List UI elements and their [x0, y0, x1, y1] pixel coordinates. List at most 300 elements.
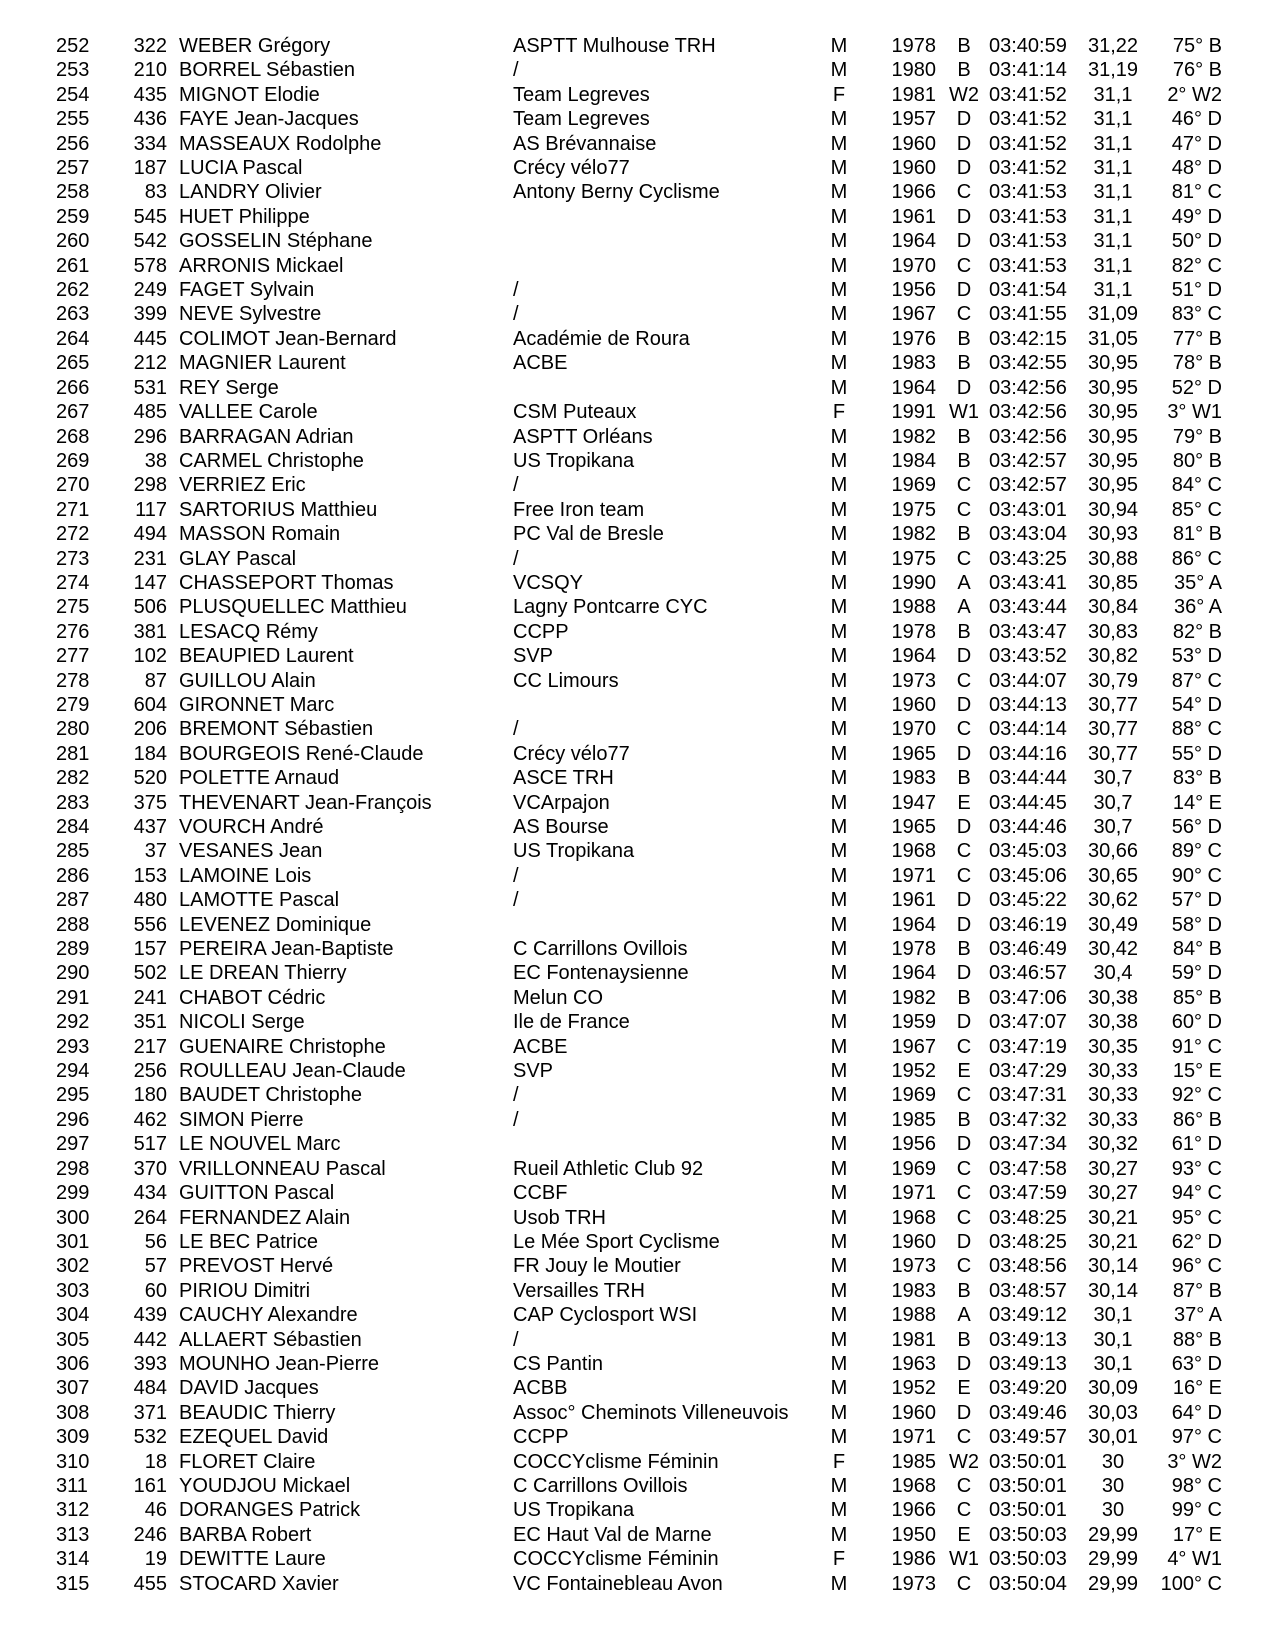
rank-cell: 265: [56, 352, 90, 375]
bib-cell: 494: [133, 523, 167, 546]
name-cell: LAMOTTE Pascal: [179, 889, 340, 912]
club-cell: CSM Puteaux: [513, 401, 637, 424]
year-cell: 1968: [891, 840, 936, 863]
bib-cell: 184: [133, 742, 167, 765]
bib-cell: 187: [133, 157, 167, 180]
bib-cell: 180: [133, 1084, 167, 1107]
name-cell: BARBA Robert: [179, 1523, 312, 1546]
time-cell: 03:50:04: [989, 1572, 1067, 1595]
club-cell: COCCYclisme Féminin: [513, 1450, 719, 1473]
sex-cell: M: [830, 1182, 848, 1205]
time-cell: 03:43:01: [989, 498, 1067, 521]
year-cell: 1986: [891, 1548, 936, 1571]
time-cell: 03:42:57: [989, 449, 1067, 472]
category-cell: C: [956, 181, 972, 204]
category-rank-cell: 54° D: [1171, 693, 1222, 716]
sex-cell: M: [830, 1304, 848, 1327]
category-rank-cell: 90° C: [1171, 864, 1222, 887]
year-cell: 1960: [891, 693, 936, 716]
sex-cell: M: [830, 327, 848, 350]
sex-cell: M: [830, 767, 848, 790]
speed-cell: 30,84: [1087, 596, 1139, 619]
category-rank-cell: 78° B: [1172, 352, 1222, 375]
speed-cell: 30,85: [1087, 571, 1139, 594]
club-cell: CC Limours: [513, 669, 619, 692]
bib-cell: 153: [133, 864, 167, 887]
sex-cell: M: [830, 279, 848, 302]
bib-cell: 578: [133, 254, 167, 277]
category-cell: D: [956, 962, 972, 985]
table-row: [52, 254, 1232, 278]
club-cell: Crécy vélo77: [513, 742, 630, 765]
name-cell: PIRIOU Dimitri: [179, 1279, 311, 1302]
sex-cell: M: [830, 718, 848, 741]
time-cell: 03:44:14: [989, 718, 1067, 741]
time-cell: 03:43:47: [989, 620, 1067, 643]
time-cell: 03:45:03: [989, 840, 1067, 863]
time-cell: 03:41:53: [989, 205, 1067, 228]
year-cell: 1961: [891, 205, 936, 228]
bib-cell: 161: [133, 1474, 167, 1497]
club-cell: /: [513, 889, 519, 912]
club-cell: Ile de France: [513, 1011, 630, 1034]
bib-cell: 46: [144, 1499, 167, 1522]
club-cell: Le Mée Sport Cyclisme: [513, 1230, 720, 1253]
category-rank-cell: 92° C: [1171, 1084, 1222, 1107]
time-cell: 03:43:44: [989, 596, 1067, 619]
sex-cell: M: [830, 108, 848, 131]
rank-cell: 314: [56, 1548, 90, 1571]
table-row: [52, 376, 1232, 400]
speed-cell: 30,7: [1093, 767, 1133, 790]
year-cell: 1964: [891, 962, 936, 985]
rank-cell: 308: [56, 1401, 90, 1424]
year-cell: 1975: [891, 498, 936, 521]
category-cell: D: [956, 1352, 972, 1375]
sex-cell: M: [830, 425, 848, 448]
rank-cell: 256: [56, 132, 90, 155]
bib-cell: 38: [144, 449, 167, 472]
category-cell: B: [957, 1108, 971, 1131]
bib-cell: 212: [133, 352, 167, 375]
club-cell: ASCE TRH: [513, 767, 614, 790]
rank-cell: 289: [56, 938, 90, 961]
category-rank-cell: 100° C: [1160, 1572, 1222, 1595]
rank-cell: 291: [56, 986, 90, 1009]
sex-cell: M: [830, 1401, 848, 1424]
name-cell: MASSON Romain: [179, 523, 341, 546]
rank-cell: 297: [56, 1133, 90, 1156]
club-cell: ACBE: [513, 352, 568, 375]
bib-cell: 334: [133, 132, 167, 155]
category-cell: D: [956, 1011, 972, 1034]
time-cell: 03:44:46: [989, 816, 1067, 838]
club-cell: ACBE: [513, 1035, 568, 1058]
rank-cell: 257: [56, 157, 90, 180]
speed-cell: 30,01: [1087, 1426, 1139, 1449]
speed-cell: 30,82: [1087, 645, 1139, 668]
bib-cell: 217: [133, 1035, 167, 1058]
year-cell: 1969: [891, 474, 936, 497]
club-cell: Crécy vélo77: [513, 157, 630, 180]
bib-cell: 480: [133, 889, 167, 912]
category-rank-cell: 79° B: [1172, 425, 1222, 448]
sex-cell: M: [830, 1328, 848, 1351]
rank-cell: 274: [56, 571, 90, 594]
category-rank-cell: 15° E: [1172, 1060, 1222, 1083]
rank-cell: 252: [56, 35, 90, 57]
category-cell: D: [956, 693, 972, 716]
rank-cell: 310: [56, 1450, 90, 1473]
club-cell: EC Haut Val de Marne: [513, 1523, 712, 1546]
category-rank-cell: 57° D: [1171, 889, 1222, 912]
time-cell: 03:42:56: [989, 425, 1067, 448]
bib-cell: 439: [133, 1304, 167, 1327]
name-cell: GOSSELIN Stéphane: [179, 230, 373, 253]
year-cell: 1956: [891, 279, 936, 302]
year-cell: 1980: [891, 59, 936, 82]
time-cell: 03:47:19: [989, 1035, 1067, 1058]
year-cell: 1971: [891, 864, 936, 887]
bib-cell: 157: [133, 938, 167, 961]
club-cell: FR Jouy le Moutier: [513, 1255, 681, 1278]
bib-cell: 37: [144, 840, 167, 863]
speed-cell: 30,79: [1087, 669, 1139, 692]
name-cell: PEREIRA Jean-Baptiste: [179, 938, 394, 961]
club-cell: /: [513, 59, 519, 82]
name-cell: THEVENART Jean-François: [179, 791, 432, 814]
year-cell: 1969: [891, 1084, 936, 1107]
club-cell: US Tropikana: [513, 449, 635, 472]
table-row: [52, 498, 1232, 522]
category-rank-cell: 93° C: [1171, 1157, 1222, 1180]
category-rank-cell: 84° C: [1171, 474, 1222, 497]
time-cell: 03:45:22: [989, 889, 1067, 912]
sex-cell: M: [830, 523, 848, 546]
category-rank-cell: 63° D: [1171, 1352, 1222, 1375]
time-cell: 03:48:25: [989, 1230, 1067, 1253]
sex-cell: M: [830, 938, 848, 961]
rank-cell: 307: [56, 1377, 90, 1400]
year-cell: 1960: [891, 132, 936, 155]
sex-cell: M: [830, 474, 848, 497]
category-cell: E: [957, 1523, 971, 1546]
category-rank-cell: 52° D: [1171, 376, 1222, 399]
bib-cell: 435: [133, 83, 167, 106]
table-row: [52, 669, 1232, 693]
table-row: [52, 229, 1232, 253]
category-cell: B: [957, 425, 971, 448]
category-cell: W2: [949, 1450, 979, 1473]
club-cell: /: [513, 474, 519, 497]
rank-cell: 269: [56, 449, 90, 472]
category-rank-cell: 84° B: [1172, 938, 1222, 961]
category-rank-cell: 88° B: [1172, 1328, 1222, 1351]
category-rank-cell: 85° C: [1171, 498, 1222, 521]
rank-cell: 303: [56, 1279, 90, 1302]
category-cell: W1: [949, 401, 979, 424]
club-cell: CCBF: [513, 1182, 568, 1205]
time-cell: 03:44:07: [989, 669, 1067, 692]
table-row: [52, 327, 1232, 351]
club-cell: /: [513, 547, 519, 570]
bib-cell: 434: [133, 1182, 167, 1205]
year-cell: 1960: [891, 157, 936, 180]
time-cell: 03:46:19: [989, 913, 1067, 936]
category-cell: C: [956, 1182, 972, 1205]
table-row: [52, 1450, 1232, 1474]
rank-cell: 261: [56, 254, 90, 277]
category-rank-cell: 83° C: [1171, 303, 1222, 326]
name-cell: BAUDET Christophe: [179, 1084, 363, 1107]
year-cell: 1964: [891, 913, 936, 936]
year-cell: 1978: [891, 35, 936, 57]
bib-cell: 455: [133, 1572, 167, 1595]
table-row: [52, 961, 1232, 985]
category-cell: E: [957, 1377, 971, 1400]
bib-cell: 531: [133, 376, 167, 399]
sex-cell: F: [832, 83, 846, 106]
club-cell: CCPP: [513, 620, 569, 643]
name-cell: YOUDJOU Mickael: [179, 1474, 351, 1497]
name-cell: STOCARD Xavier: [179, 1572, 339, 1595]
category-rank-cell: 76° B: [1172, 59, 1222, 82]
sex-cell: F: [832, 401, 846, 424]
sex-cell: M: [830, 1255, 848, 1278]
table-row: [52, 1352, 1232, 1376]
table-row: [52, 1376, 1232, 1400]
name-cell: MAGNIER Laurent: [179, 352, 346, 375]
bib-cell: 57: [144, 1255, 167, 1278]
sex-cell: M: [830, 449, 848, 472]
bib-cell: 246: [133, 1523, 167, 1546]
speed-cell: 30,14: [1087, 1255, 1139, 1278]
time-cell: 03:41:53: [989, 230, 1067, 253]
category-cell: C: [956, 864, 972, 887]
speed-cell: 30: [1101, 1450, 1125, 1473]
category-cell: C: [956, 669, 972, 692]
sex-cell: M: [830, 840, 848, 863]
rank-cell: 311: [56, 1474, 88, 1497]
sex-cell: M: [830, 816, 848, 838]
bib-cell: 231: [133, 547, 167, 570]
rank-cell: 304: [56, 1304, 90, 1327]
category-rank-cell: 75° B: [1172, 35, 1222, 57]
name-cell: LANDRY Olivier: [179, 181, 322, 204]
category-cell: C: [956, 498, 972, 521]
time-cell: 03:41:52: [989, 108, 1067, 131]
category-rank-cell: 56° D: [1171, 816, 1222, 838]
sex-cell: M: [830, 620, 848, 643]
name-cell: ROULLEAU Jean-Claude: [179, 1060, 406, 1083]
rank-cell: 295: [56, 1084, 90, 1107]
year-cell: 1960: [891, 1401, 936, 1424]
table-row: [52, 1035, 1232, 1059]
sex-cell: F: [832, 1548, 846, 1571]
name-cell: FERNANDEZ Alain: [179, 1206, 351, 1229]
club-cell: /: [513, 303, 519, 326]
sex-cell: M: [830, 864, 848, 887]
name-cell: LESACQ Rémy: [179, 620, 318, 643]
table-row: [52, 1254, 1232, 1278]
year-cell: 1966: [891, 1499, 936, 1522]
name-cell: DAVID Jacques: [179, 1377, 319, 1400]
sex-cell: M: [830, 1060, 848, 1083]
sex-cell: M: [830, 181, 848, 204]
sex-cell: M: [830, 1523, 848, 1546]
bib-cell: 351: [133, 1011, 167, 1034]
table-row: [52, 620, 1232, 644]
category-cell: C: [956, 1157, 972, 1180]
club-cell: ASPTT Mulhouse TRH: [513, 35, 716, 57]
speed-cell: 30,1: [1093, 1352, 1133, 1375]
rank-cell: 270: [56, 474, 90, 497]
year-cell: 1983: [891, 352, 936, 375]
speed-cell: 30,14: [1087, 1279, 1139, 1302]
bib-cell: 517: [133, 1133, 167, 1156]
time-cell: 03:49:12: [989, 1304, 1067, 1327]
name-cell: PREVOST Hervé: [179, 1255, 334, 1278]
category-rank-cell: 4° W1: [1167, 1548, 1222, 1571]
speed-cell: 30,4: [1093, 962, 1133, 985]
table-row: [52, 473, 1232, 497]
table-row: [52, 1303, 1232, 1327]
time-cell: 03:41:54: [989, 279, 1067, 302]
name-cell: BEAUDIC Thierry: [179, 1401, 336, 1424]
sex-cell: M: [830, 1377, 848, 1400]
sex-cell: M: [830, 913, 848, 936]
club-cell: Antony Berny Cyclisme: [513, 181, 720, 204]
speed-cell: 30: [1101, 1474, 1125, 1497]
sex-cell: M: [830, 1572, 848, 1595]
category-cell: D: [956, 1133, 972, 1156]
club-cell: Free Iron team: [513, 498, 645, 521]
rank-cell: 266: [56, 376, 90, 399]
sex-cell: M: [830, 742, 848, 765]
bib-cell: 381: [133, 620, 167, 643]
speed-cell: 30,49: [1087, 913, 1139, 936]
year-cell: 1959: [891, 1011, 936, 1034]
rank-cell: 285: [56, 840, 90, 863]
sex-cell: M: [830, 1499, 848, 1522]
category-rank-cell: 51° D: [1171, 279, 1222, 302]
category-cell: W1: [949, 1548, 979, 1571]
name-cell: MOUNHO Jean-Pierre: [179, 1352, 380, 1375]
category-cell: B: [957, 1279, 971, 1302]
rank-cell: 272: [56, 523, 90, 546]
speed-cell: 30,27: [1087, 1182, 1139, 1205]
name-cell: BARRAGAN Adrian: [179, 425, 354, 448]
rank-cell: 283: [56, 791, 90, 814]
rank-cell: 288: [56, 913, 90, 936]
name-cell: NICOLI Serge: [179, 1011, 305, 1034]
speed-cell: 29,99: [1087, 1572, 1139, 1595]
club-cell: /: [513, 1084, 519, 1107]
year-cell: 1960: [891, 1230, 936, 1253]
rank-cell: 260: [56, 230, 90, 253]
bib-cell: 370: [133, 1157, 167, 1180]
year-cell: 1963: [891, 1352, 936, 1375]
table-row: [52, 1523, 1232, 1547]
sex-cell: M: [830, 254, 848, 277]
time-cell: 03:48:57: [989, 1279, 1067, 1302]
year-cell: 1973: [891, 669, 936, 692]
sex-cell: M: [830, 1108, 848, 1131]
year-cell: 1971: [891, 1426, 936, 1449]
category-cell: C: [956, 303, 972, 326]
year-cell: 1965: [891, 816, 936, 838]
name-cell: FAGET Sylvain: [179, 279, 315, 302]
club-cell: /: [513, 718, 519, 741]
year-cell: 1952: [891, 1060, 936, 1083]
speed-cell: 30,95: [1087, 474, 1139, 497]
speed-cell: 30,95: [1087, 352, 1139, 375]
club-cell: Usob TRH: [513, 1206, 606, 1229]
speed-cell: 30,21: [1087, 1230, 1139, 1253]
bib-cell: 241: [133, 986, 167, 1009]
table-row: [52, 1572, 1232, 1596]
club-cell: Versailles TRH: [513, 1279, 645, 1302]
time-cell: 03:44:13: [989, 693, 1067, 716]
club-cell: CCPP: [513, 1426, 569, 1449]
club-cell: Lagny Pontcarre CYC: [513, 596, 708, 619]
speed-cell: 31,1: [1093, 181, 1133, 204]
category-cell: D: [956, 645, 972, 668]
category-cell: B: [957, 938, 971, 961]
category-cell: D: [956, 205, 972, 228]
speed-cell: 30,33: [1087, 1084, 1139, 1107]
time-cell: 03:47:29: [989, 1060, 1067, 1083]
name-cell: VESANES Jean: [179, 840, 323, 863]
name-cell: VOURCH André: [179, 816, 324, 838]
year-cell: 1961: [891, 889, 936, 912]
category-cell: C: [956, 718, 972, 741]
bib-cell: 256: [133, 1060, 167, 1083]
table-row: [52, 1498, 1232, 1522]
year-cell: 1973: [891, 1255, 936, 1278]
rank-cell: 309: [56, 1426, 90, 1449]
rank-cell: 271: [56, 498, 90, 521]
name-cell: BOURGEOIS René-Claude: [179, 742, 424, 765]
name-cell: DORANGES Patrick: [179, 1499, 361, 1522]
rank-cell: 267: [56, 401, 90, 424]
bib-cell: 436: [133, 108, 167, 131]
sex-cell: M: [830, 645, 848, 668]
category-rank-cell: 88° C: [1171, 718, 1222, 741]
club-cell: ASPTT Orléans: [513, 425, 653, 448]
time-cell: 03:41:52: [989, 132, 1067, 155]
table-row: [52, 693, 1232, 717]
sex-cell: M: [830, 791, 848, 814]
club-cell: AS Bourse: [513, 816, 609, 838]
table-row: [52, 156, 1232, 180]
category-rank-cell: 62° D: [1171, 1230, 1222, 1253]
bib-cell: 371: [133, 1401, 167, 1424]
category-cell: D: [956, 742, 972, 765]
year-cell: 1964: [891, 376, 936, 399]
category-rank-cell: 64° D: [1171, 1401, 1222, 1424]
club-cell: VCArpajon: [513, 791, 610, 814]
category-cell: B: [957, 1328, 971, 1351]
name-cell: LAMOINE Lois: [179, 864, 312, 887]
speed-cell: 30,62: [1087, 889, 1139, 912]
bib-cell: 502: [133, 962, 167, 985]
table-row: [52, 547, 1232, 571]
club-cell: C Carrillons Ovillois: [513, 938, 688, 961]
speed-cell: 30,93: [1087, 523, 1139, 546]
category-cell: C: [956, 840, 972, 863]
rank-cell: 306: [56, 1352, 90, 1375]
